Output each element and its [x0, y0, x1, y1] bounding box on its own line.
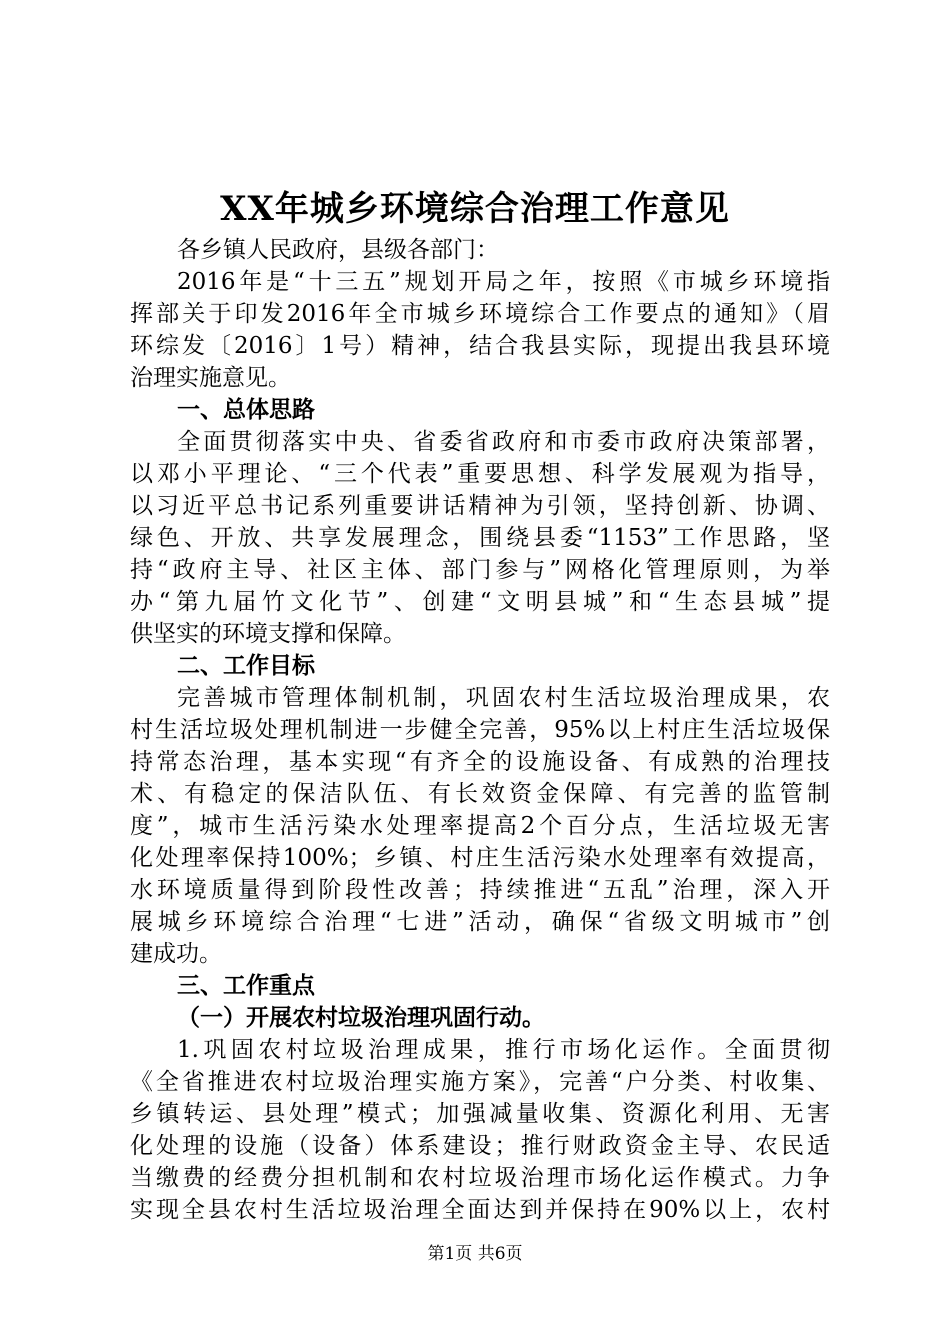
section-heading: 一、总体思路 [177, 397, 315, 423]
paragraph-first-line: 1.巩固农村垃圾治理成果，推行市场化运作。全面贯彻 [177, 1037, 830, 1063]
body-line: 术、有稳定的保洁队伍、有长效资金保障、有完善的监管制 [130, 781, 830, 807]
body-line: 化处理率保持100%；乡镇、村庄生活污染水处理率有效提高， [130, 845, 830, 871]
page-footer: 第1页 共6页 [427, 1244, 523, 1264]
body-line: 化处理的设施（设备）体系建设；推行财政资金主导、农民适 [130, 1133, 830, 1159]
body-line: 展城乡环境综合治理“七进”活动，确保“省级文明城市”创 [130, 909, 830, 935]
document-title: XX年城乡环境综合治理工作意见 [220, 189, 730, 229]
body-line: 当缴费的经费分担机制和农村垃圾治理市场化运作模式。力争 [130, 1165, 830, 1191]
section-heading: （一）开展农村垃圾治理巩固行动。 [177, 1005, 545, 1031]
body-line: 持常态治理，基本实现“有齐全的设施设备、有成熟的治理技 [130, 749, 830, 775]
paragraph-first-line: 2016年是“十三五”规划开局之年，按照《市城乡环境指 [177, 269, 830, 295]
document-body [130, 234, 830, 1226]
body-line: 实现全县农村生活垃圾治理全面达到并保持在90%以上，农村 [130, 1197, 830, 1223]
paragraph-last-line: 供坚实的环境支撑和保障。 [130, 621, 406, 647]
body-line: 以邓小平理论、“三个代表”重要思想、科学发展观为指导， [130, 461, 830, 487]
body-line: 办“第九届竹文化节”、创建“文明县城”和“生态县城”提 [130, 589, 830, 615]
body-line: 环综发〔2016〕1号）精神，结合我县实际，现提出我县环境 [130, 333, 830, 359]
paragraph-first-line: 完善城市管理体制机制，巩固农村生活垃圾治理成果，农 [177, 685, 830, 711]
body-line: 挥部关于印发2016年全市城乡环境综合工作要点的通知》（眉 [130, 301, 830, 327]
paragraph-last-line: 治理实施意见。 [130, 365, 291, 391]
body-line: 持“政府主导、社区主体、部门参与”网格化管理原则，为举 [130, 557, 830, 583]
body-line: 村生活垃圾处理机制进一步健全完善，95%以上村庄生活垃圾保 [130, 717, 830, 743]
body-line: 以习近平总书记系列重要讲话精神为引领，坚持创新、协调、 [130, 493, 830, 519]
body-line: 水环境质量得到阶段性改善；持续推进“五乱”治理，深入开 [130, 877, 830, 903]
section-heading: 二、工作目标 [177, 653, 315, 679]
body-line: 《全省推进农村垃圾治理实施方案》，完善“户分类、村收集、 [130, 1069, 830, 1095]
body-line: 绿色、开放、共享发展理念，围绕县委“1153”工作思路，坚 [130, 525, 830, 551]
body-line: 乡镇转运、县处理”模式；加强减量收集、资源化利用、无害 [130, 1101, 830, 1127]
salutation-line: 各乡镇人民政府，县级各部门： [177, 237, 499, 263]
body-line: 度”，城市生活污染水处理率提高2个百分点，生活垃圾无害 [130, 813, 830, 839]
paragraph-first-line: 全面贯彻落实中央、省委省政府和市委市政府决策部署， [177, 429, 830, 455]
section-heading: 三、工作重点 [177, 973, 315, 999]
paragraph-last-line: 建成功。 [130, 941, 222, 967]
